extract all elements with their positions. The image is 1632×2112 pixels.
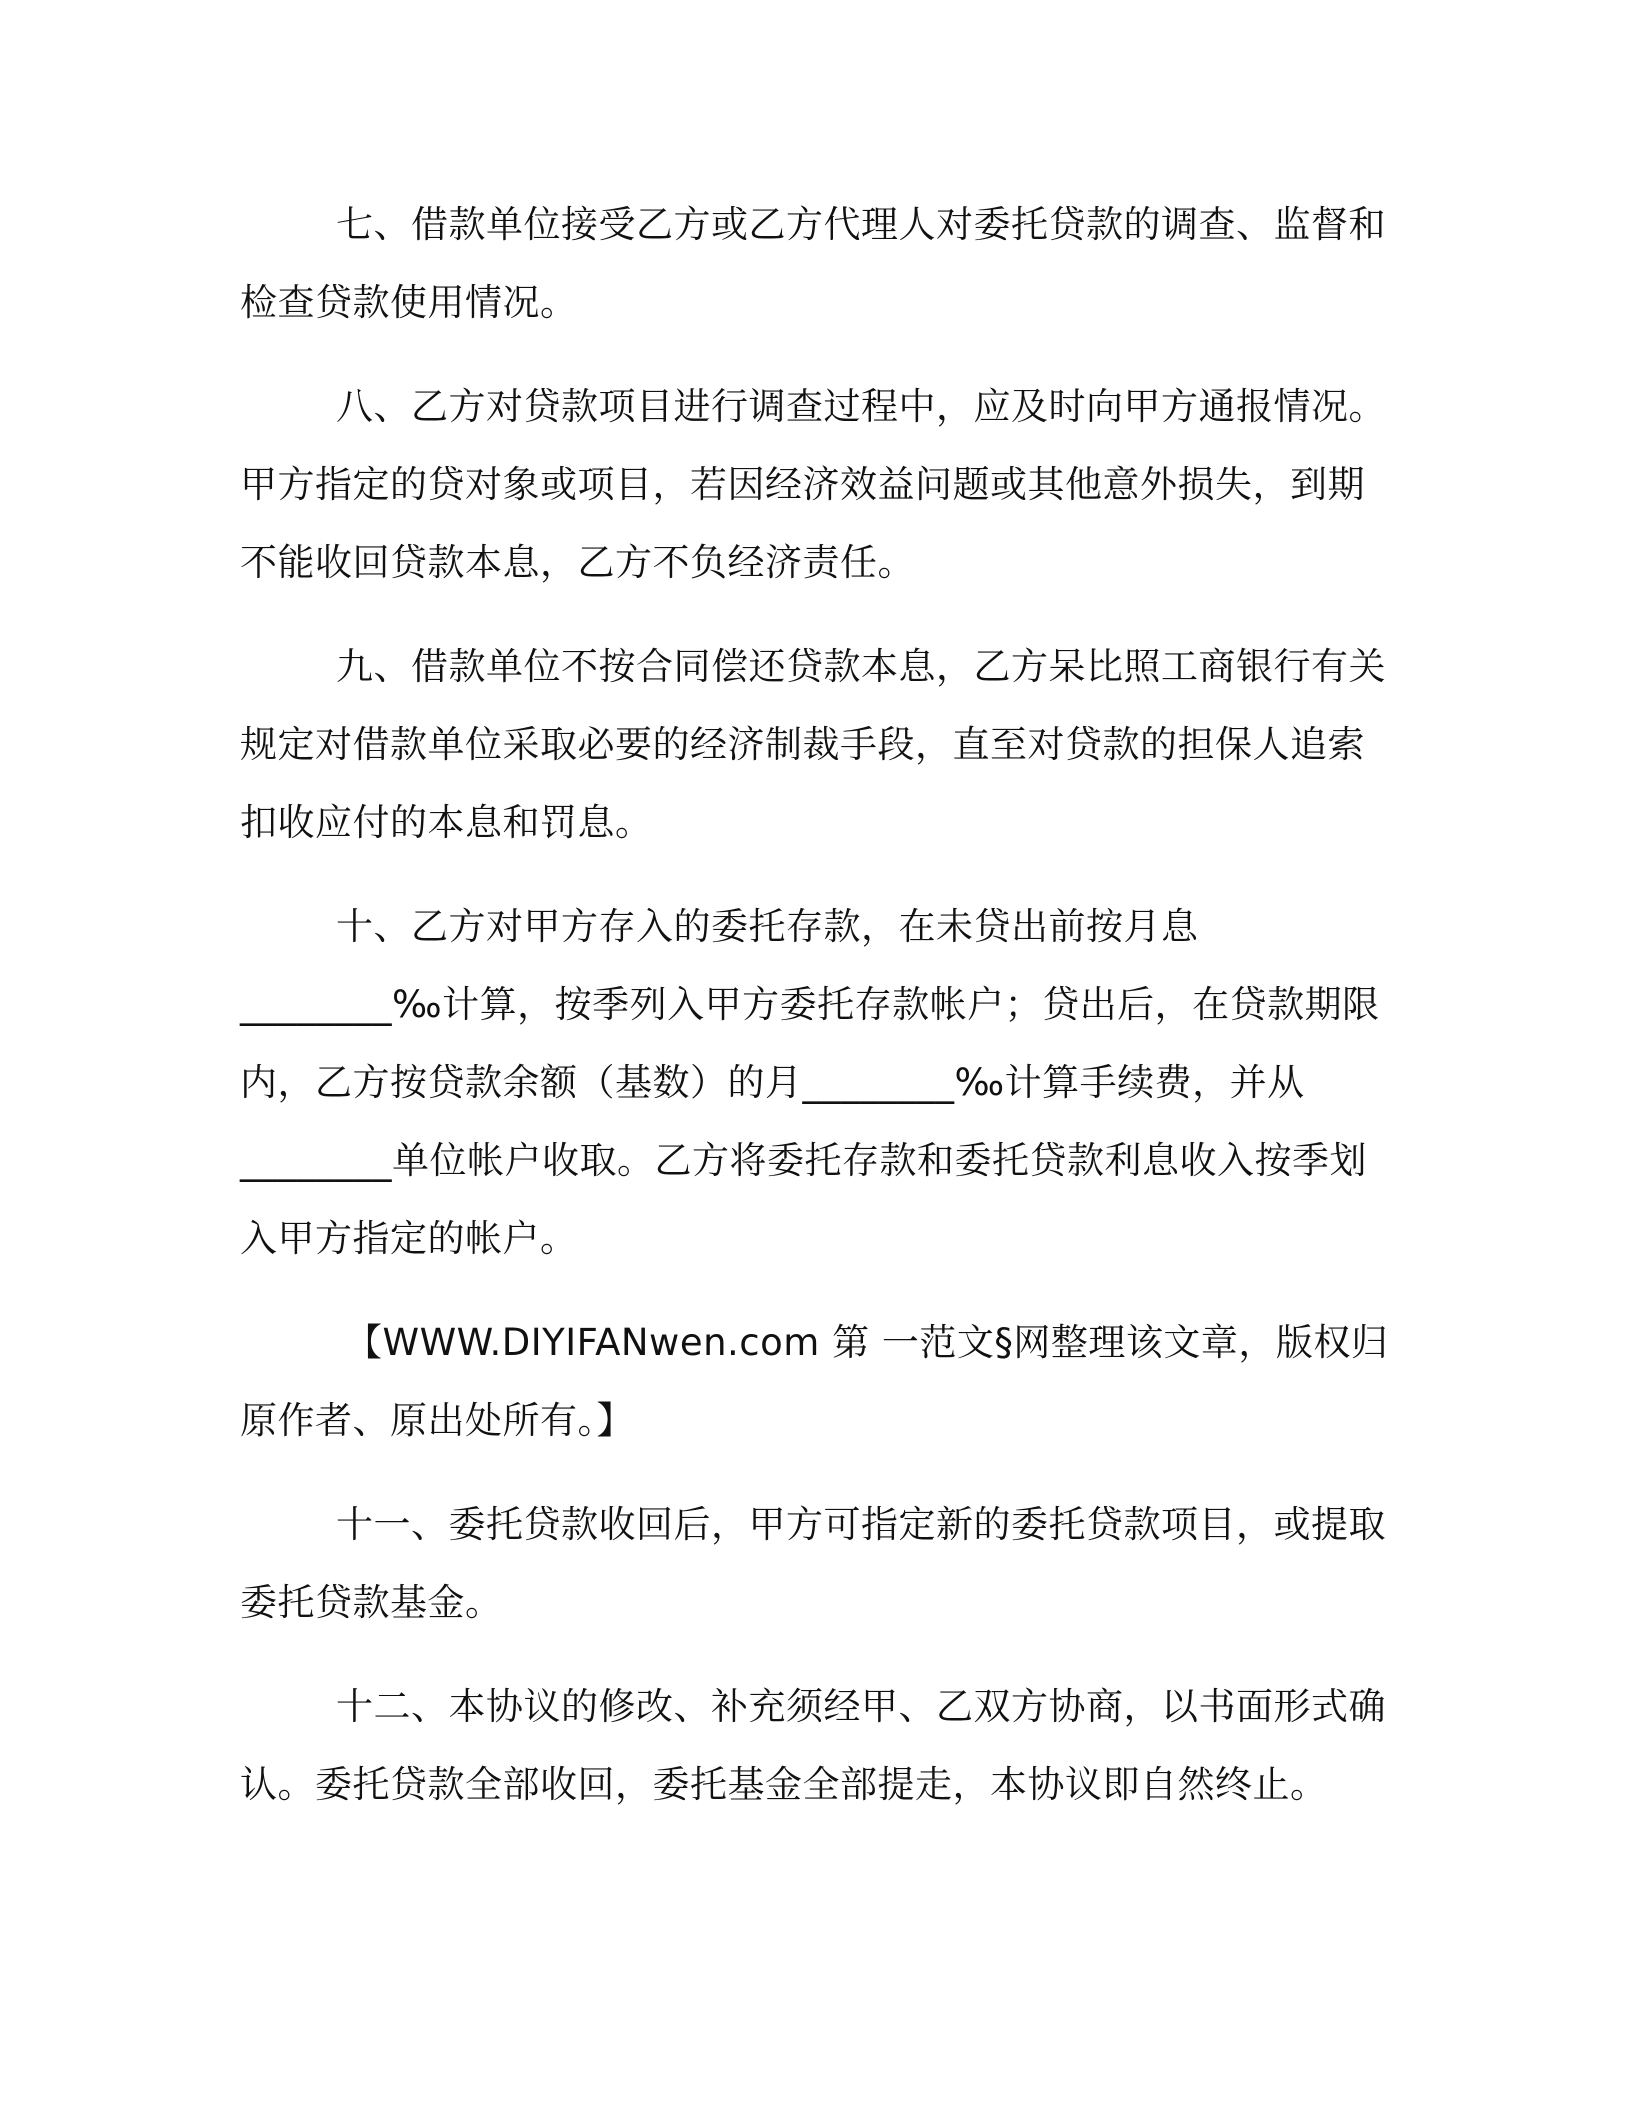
document-page	[240, 186, 1390, 1850]
paragraph-line: 委托贷款基金。	[240, 1581, 503, 1624]
paragraph-line: ________‰计算，按季列入甲方委托存款帐户；贷出后，在贷款期限	[240, 983, 1380, 1026]
paragraph-line: 十二、本协议的修改、补充须经甲、乙双方协商，以书面形式确	[336, 1685, 1386, 1728]
paragraph-line: 不能收回贷款本息，乙方不负经济责任。	[240, 541, 915, 584]
paragraph-line: 入甲方指定的帐户。	[240, 1217, 578, 1260]
clause-12-paragraph	[240, 1668, 1390, 1824]
paragraph-line: 十一、委托贷款收回后，甲方可指定新的委托贷款项目，或提取	[336, 1503, 1386, 1546]
paragraph-line: ________单位帐户收取。乙方将委托存款和委托贷款利息收入按季划	[240, 1139, 1367, 1182]
paragraph-line: 八、乙方对贷款项目进行调查过程中，应及时向甲方通报情况。	[336, 385, 1386, 428]
paragraph-line: 十、乙方对甲方存入的委托存款，在未贷出前按月息	[336, 905, 1199, 948]
clause-11-paragraph	[240, 1486, 1390, 1642]
paragraph-line: 甲方指定的贷对象或项目，若因经济效益问题或其他意外损失，到期	[240, 463, 1365, 506]
paragraph-line: 九、借款单位不按合同偿还贷款本息，乙方呆比照工商银行有关	[336, 645, 1386, 688]
clause-10-paragraph	[240, 888, 1390, 1278]
clause-8-paragraph	[240, 368, 1390, 602]
clause-7-paragraph	[240, 186, 1390, 342]
paragraph-line: 原作者、原出处所有。】	[240, 1399, 634, 1442]
paragraph-line: 【WWW.DIYIFANwen.com 第 一范文§网整理该文章，版权归	[345, 1321, 1389, 1364]
paragraph-line: 内，乙方按贷款余额（基数）的月________‰计算手续费，并从	[240, 1061, 1305, 1104]
paragraph-line: 规定对借款单位采取必要的经济制裁手段，直至对贷款的担保人追索	[240, 723, 1365, 766]
paragraph-line: 认。委托贷款全部收回，委托基金全部提走，本协议即自然终止。	[240, 1763, 1328, 1806]
paragraph-line: 扣收应付的本息和罚息。	[240, 801, 653, 844]
source-notice-paragraph	[240, 1304, 1390, 1460]
paragraph-line: 七、借款单位接受乙方或乙方代理人对委托贷款的调查、监督和	[336, 203, 1386, 246]
clause-9-paragraph	[240, 628, 1390, 862]
paragraph-line: 检查贷款使用情况。	[240, 281, 578, 324]
